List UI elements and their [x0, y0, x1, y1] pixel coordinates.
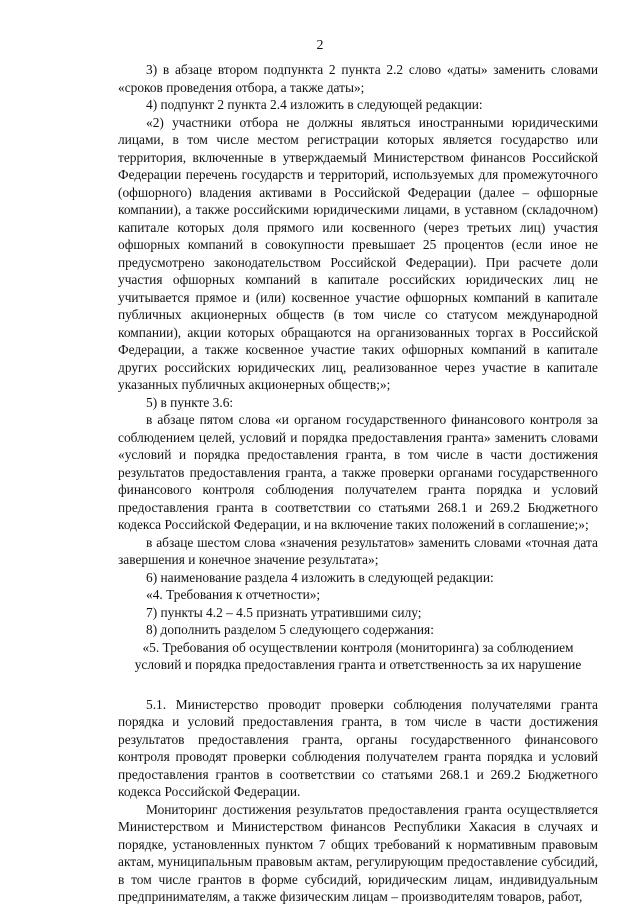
paragraph-item-6: 6) наименование раздела 4 изложить в следующей редакции: — [146, 569, 494, 585]
paragraph-monitoring: Мониторинг достижения результатов предоставления гранта осуществляется Министерством и Министерством финансов Республики Хакасия в случаях и порядке, установленных пунктом 7 общих требований к нормативным правовым актам, муниципальным правовым актам, регулирующим предоставление субсидий, в том числе грантов в форме субсидий, юридическим лицам, индивидуальным предпринимателям, а также физическим лицам – производителям товаров, работ, — [118, 801, 598, 904]
paragraph-item-4: 4) подпункт 2 пункта 2.4 изложить в следующей редакции: — [146, 97, 483, 112]
document-body — [118, 61, 598, 906]
paragraph-5-1: 5.1. Министерство проводит проверки соблюдения получателями гранта порядка и условий предоставления гранта, в том числе в части достижения результатов предоставления гранта, органы государственного финансового контроля проводят проверки соблюдения получателем гранта порядка и условий предоставления грантов в соответствии со статьями 268.1 и 269.2 Бюджетного кодекса Российской Федерации. — [118, 696, 598, 799]
paragraph-item-7: 7) пункты 4.2 – 4.5 признать утратившими силу; — [146, 604, 422, 620]
paragraph-section-4-title: «4. Требования к отчетности»; — [146, 587, 321, 602]
paragraph-item-5: 5) в пункте 3.6: — [146, 394, 234, 410]
section-gap — [118, 674, 598, 696]
paragraph-abzac-5: в абзаце пятом слова «и органом государственного финансового контроля за соблюдением целей, условий и порядка предоставления гранта» заменить словами «условий и порядка предоставления гранта, в том числе в части достижения результатов предоставления гранта, а также проверки органами государственного финансового контроля соблюдения получателем гранта порядка и условий предоставления гранта в соответствии со статьями 268.1 и 269.2 Бюджетного кодекса Российской Федерации, и на включение таких положений в соглашение;»; — [118, 412, 598, 532]
paragraph-item-8: 8) дополнить разделом 5 следующего содержания: — [146, 622, 434, 637]
section-5-heading: «5. Требования об осуществлении контроля (мониторинга) за соблюдением условий и порядка предоставления гранта и ответственность за их нарушение — [134, 639, 582, 672]
paragraph-offshore-clause: «2) участники отбора не должны являться иностранными юридическими лицами, в том числе местом регистрации которых является государство или территория, включенные в утверждаемый Министерством финансов Российской Федерации перечень государств и территорий, используемых для промежуточного (офшорного) владения активами в Российской Федерации (далее – офшорные компании), а также российскими юридическими лицами, в уставном (складочном) капитале которых доля прямого или косвенного (через третьих лиц) участия офшорных компаний в совокупности превышает 25 процентов (если иное не предусмотрено законодательством Российской Федерации). При расчете доли участия офшорных компаний в капитале российских юридических лиц не учитывается прямое и (или) косвенное участие офшорных компаний в капитале публичных акционерных обществ (в том числе со статусом международной компании), акции которых обращаются на организованных торгах в Российской Федерации, а также косвенное участие таких офшорных компаний в капитале других российских юридических лиц, реализованное через участие в капитале указанных публичных акционерных обществ;»; — [118, 114, 598, 392]
paragraph-abzac-6: в абзаце шестом слова «значения результатов» заменить словами «точная дата завершения и конечное значение результата»; — [118, 534, 598, 567]
paragraph-item-3: 3) в абзаце втором подпункта 2 пункта 2.2 слово «даты» заменить словами «сроков проведения отбора, а также даты»; — [118, 62, 598, 95]
page-number: 2 — [316, 38, 324, 53]
